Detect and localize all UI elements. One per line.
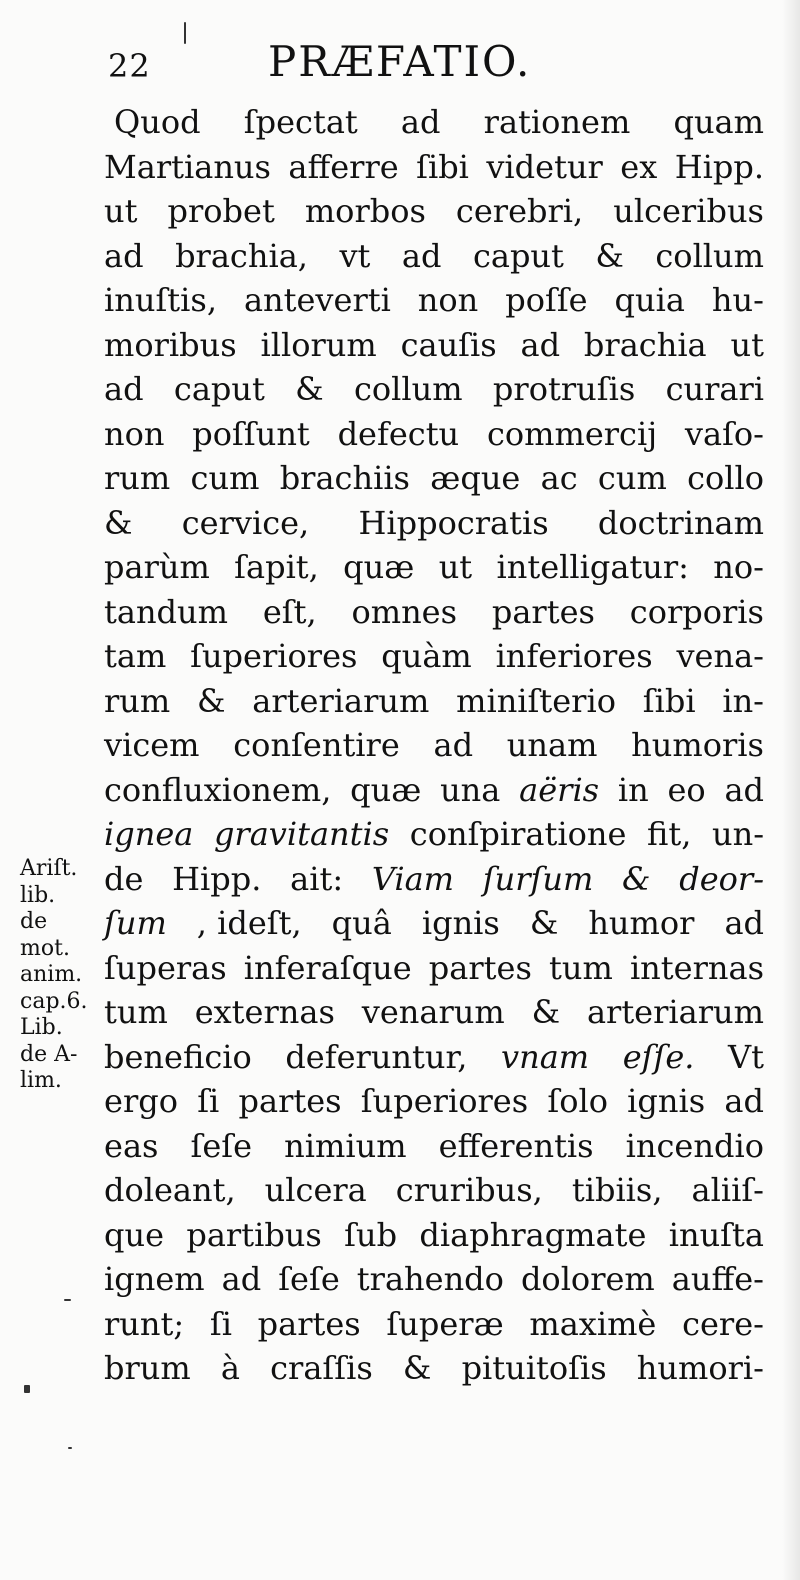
- word: inuſta: [668, 1215, 764, 1254]
- word: confluxionem,: [104, 770, 332, 809]
- word: dolorem: [520, 1260, 655, 1298]
- word: brachiis: [279, 459, 410, 497]
- word: que: [104, 1215, 165, 1254]
- text-line: [104, 990, 764, 1035]
- word: tam: [104, 637, 167, 675]
- word: arteriarum: [252, 681, 430, 720]
- word: partes: [238, 1082, 342, 1120]
- word: eo: [667, 770, 706, 809]
- text-line: [104, 100, 764, 145]
- word: partes: [491, 592, 595, 631]
- word: internas: [629, 948, 764, 987]
- word: ſi: [197, 1082, 220, 1120]
- word: ſolo: [547, 1082, 608, 1120]
- word: inferiores: [495, 637, 653, 675]
- margin-note-line: de A-: [20, 1041, 78, 1067]
- text-line: [104, 189, 764, 234]
- word: miniſterio: [456, 681, 616, 720]
- word: ad: [724, 770, 764, 809]
- italic-word: gravitantis: [213, 815, 390, 853]
- margin-note-line: lim.: [20, 1068, 62, 1093]
- word: Vt: [728, 1037, 764, 1076]
- word: quæ: [343, 548, 415, 586]
- text-line: [104, 412, 764, 457]
- word: &: [197, 681, 226, 720]
- text-line: [104, 679, 764, 724]
- running-title: PRÆFATIO.: [268, 37, 532, 86]
- word: tibiis,: [571, 1171, 663, 1209]
- body-text: [104, 100, 764, 1391]
- word: maximè: [529, 1304, 657, 1343]
- italic-word: deor-: [679, 859, 764, 898]
- word: ignis: [421, 904, 500, 942]
- word: ſibi: [642, 681, 696, 720]
- word: partibus: [186, 1215, 322, 1254]
- text-line: [104, 145, 764, 190]
- text-line: [104, 1302, 764, 1347]
- word: non: [104, 414, 165, 453]
- word: brachia,: [175, 236, 308, 275]
- margin-note-line: de: [20, 909, 48, 934]
- word: ait:: [290, 859, 344, 898]
- word: ad: [400, 103, 441, 141]
- word: Hippocratis: [358, 503, 549, 542]
- margin-note-line: Ariſt.: [20, 856, 78, 881]
- word: quia: [614, 281, 685, 319]
- word: inuſtis,: [104, 281, 217, 319]
- word: humori-: [636, 1349, 764, 1387]
- word: vena-: [676, 637, 764, 675]
- text-line: [104, 234, 764, 279]
- word: un-: [711, 815, 764, 853]
- word: videtur: [486, 147, 603, 186]
- word: ſapit,: [234, 548, 319, 586]
- word: cruribus,: [395, 1171, 543, 1209]
- text-line: [104, 456, 764, 501]
- word: brum: [104, 1349, 191, 1387]
- word: ſibi: [416, 147, 469, 186]
- word: morbos: [304, 192, 426, 230]
- word: rum: [104, 459, 171, 497]
- word: Martianus: [104, 147, 271, 186]
- word: quam: [673, 103, 764, 141]
- ink-speck: [64, 1299, 71, 1301]
- word: fit,: [647, 815, 692, 853]
- word: non: [417, 281, 479, 319]
- word: efferentis: [438, 1126, 594, 1165]
- ink-speck: [184, 22, 186, 44]
- word: beneficio: [104, 1037, 252, 1076]
- word: humor: [588, 904, 695, 942]
- word: ad: [401, 236, 442, 275]
- text-line: [104, 1035, 764, 1080]
- word: collum: [655, 236, 764, 275]
- word: , ideſt,: [196, 904, 302, 942]
- margin-note-line: lib.: [20, 882, 56, 908]
- word: ulcera: [264, 1171, 367, 1209]
- word: brachia: [583, 325, 707, 364]
- word: ſpectat: [243, 103, 358, 141]
- word: ut: [730, 325, 764, 364]
- word: collum: [353, 370, 463, 408]
- word: anteverti: [243, 281, 391, 319]
- text-line: [104, 857, 764, 902]
- word: in-: [722, 681, 764, 720]
- word: deferuntur,: [285, 1037, 468, 1076]
- word: auffe-: [671, 1260, 764, 1298]
- word: ad: [520, 325, 561, 364]
- word: tandum: [104, 592, 228, 631]
- italic-word: ſurſum: [482, 859, 594, 898]
- word: ſuperas: [104, 948, 227, 987]
- word: doleant,: [104, 1171, 236, 1209]
- word: externas: [194, 993, 335, 1031]
- word: ulceribus: [613, 192, 764, 230]
- word: ſuperæ: [386, 1304, 504, 1343]
- word: partes: [428, 948, 532, 987]
- word: ac: [540, 459, 578, 497]
- text-line: [104, 1124, 764, 1169]
- word: tum: [104, 993, 168, 1031]
- word: conſentire: [233, 726, 400, 764]
- text-line: [104, 768, 764, 813]
- word: runt;: [104, 1304, 185, 1343]
- word: quâ: [331, 904, 392, 942]
- word: à: [220, 1349, 240, 1387]
- word: una: [440, 770, 501, 809]
- word: vaſo-: [684, 414, 764, 453]
- word: probet: [167, 192, 275, 230]
- word: unam: [506, 726, 598, 764]
- italic-word: ignea: [104, 815, 194, 853]
- word: in: [617, 770, 649, 809]
- page-number: 22: [108, 47, 151, 85]
- text-line: [104, 812, 764, 857]
- word: vt: [339, 236, 371, 275]
- word: eſt,: [262, 592, 317, 631]
- word: &: [295, 370, 324, 408]
- word: conſpiratione: [409, 815, 627, 853]
- word: ſuperiores: [190, 637, 358, 675]
- word: Hipp.: [674, 147, 764, 186]
- word: illorum: [260, 325, 377, 364]
- text-line: [104, 323, 764, 368]
- word: venarum: [361, 993, 505, 1031]
- word: ad: [724, 904, 764, 942]
- word: inferaſque: [243, 948, 412, 987]
- word: ergo: [104, 1082, 178, 1120]
- text-line: [104, 901, 764, 946]
- word: rum: [104, 681, 171, 720]
- word: hu-: [711, 281, 764, 319]
- word: &: [531, 993, 561, 1031]
- word: incendio: [625, 1126, 764, 1165]
- text-line: [104, 1346, 764, 1391]
- word: ut: [104, 192, 138, 230]
- word: doctrinam: [597, 503, 764, 542]
- word: ignis: [627, 1082, 706, 1120]
- ink-speck: [24, 1385, 30, 1393]
- margin-note-line: mot.: [20, 935, 70, 961]
- text-line: [104, 590, 764, 635]
- word: aliiſ-: [691, 1171, 764, 1209]
- word: afferre: [288, 147, 399, 186]
- word: ſeſe: [278, 1260, 340, 1298]
- running-head: [108, 38, 668, 88]
- word: cum: [597, 459, 667, 497]
- word: commercij: [486, 414, 658, 453]
- word: eas: [104, 1126, 159, 1165]
- italic-word: ſum: [104, 904, 167, 942]
- word: de: [104, 859, 144, 898]
- word: &: [529, 904, 559, 942]
- word: Hipp.: [172, 859, 262, 898]
- word: Quod: [114, 103, 201, 141]
- margin-notes: [20, 856, 100, 1095]
- word: quàm: [381, 637, 472, 675]
- text-line: [104, 1079, 764, 1124]
- word: &: [595, 236, 624, 275]
- word: cervice,: [181, 503, 310, 542]
- italic-word: vnam: [501, 1037, 590, 1076]
- word: intelligatur:: [496, 548, 689, 586]
- margin-note-line: cap.6.: [20, 988, 88, 1014]
- word: craſſis: [270, 1349, 373, 1387]
- word: cerebri,: [455, 192, 584, 230]
- word: rationem: [483, 103, 631, 141]
- word: ad: [104, 370, 144, 408]
- word: defectu: [337, 414, 460, 453]
- margin-note-line: Lib.: [20, 1015, 63, 1040]
- word: tum: [549, 948, 613, 987]
- margin-note-line: anim.: [20, 962, 83, 987]
- word: cere-: [682, 1304, 764, 1343]
- word: trahendo: [356, 1260, 504, 1298]
- word: ſuperiores: [360, 1082, 529, 1120]
- word: omnes: [351, 592, 458, 631]
- word: no-: [713, 548, 764, 586]
- ink-speck: [68, 1447, 72, 1449]
- italic-word: &: [622, 859, 651, 898]
- word: caput: [472, 236, 564, 275]
- word: protruſis: [492, 370, 636, 408]
- word: &: [104, 503, 133, 542]
- text-line: [104, 634, 764, 679]
- word: æque: [430, 459, 521, 497]
- word: ad: [221, 1260, 262, 1298]
- word: ut: [438, 548, 473, 586]
- text-line: [104, 278, 764, 323]
- word: ex: [620, 147, 658, 186]
- word: partes: [257, 1304, 361, 1343]
- text-line: [104, 367, 764, 412]
- word: nimium: [284, 1126, 407, 1165]
- word: ſi: [209, 1304, 232, 1343]
- word: ignem: [104, 1260, 205, 1298]
- word: ad: [104, 236, 144, 275]
- word: ad: [724, 1082, 764, 1120]
- word: pituitoſis: [461, 1349, 607, 1387]
- text-line: [104, 946, 764, 991]
- word: humoris: [631, 726, 764, 764]
- word: diaphragmate: [419, 1215, 647, 1254]
- word: &: [402, 1349, 432, 1387]
- text-line: [104, 545, 764, 590]
- text-line: [104, 501, 764, 546]
- word: poſſe: [505, 281, 588, 319]
- word: corporis: [629, 592, 764, 631]
- word: parùm: [104, 548, 210, 586]
- text-line: [104, 1257, 764, 1302]
- word: ſub: [344, 1215, 398, 1254]
- text-line: [104, 1168, 764, 1213]
- word: ſeſe: [190, 1126, 253, 1165]
- word: vicem: [104, 726, 200, 764]
- word: arteriarum: [586, 993, 764, 1031]
- word: moribus: [104, 325, 237, 364]
- word: caput: [173, 370, 265, 408]
- word: poſſunt: [192, 414, 310, 453]
- word: cauſis: [400, 325, 497, 364]
- word: cum: [190, 459, 260, 497]
- word: ad: [433, 726, 474, 764]
- text-line: [104, 723, 764, 768]
- text-line: [104, 1213, 764, 1258]
- word: collo: [687, 459, 764, 497]
- italic-word: Viam: [371, 859, 455, 898]
- italic-word: eſſe.: [622, 1037, 695, 1076]
- word: quæ: [350, 770, 422, 809]
- italic-word: aëris: [519, 770, 600, 809]
- word: curari: [665, 370, 764, 408]
